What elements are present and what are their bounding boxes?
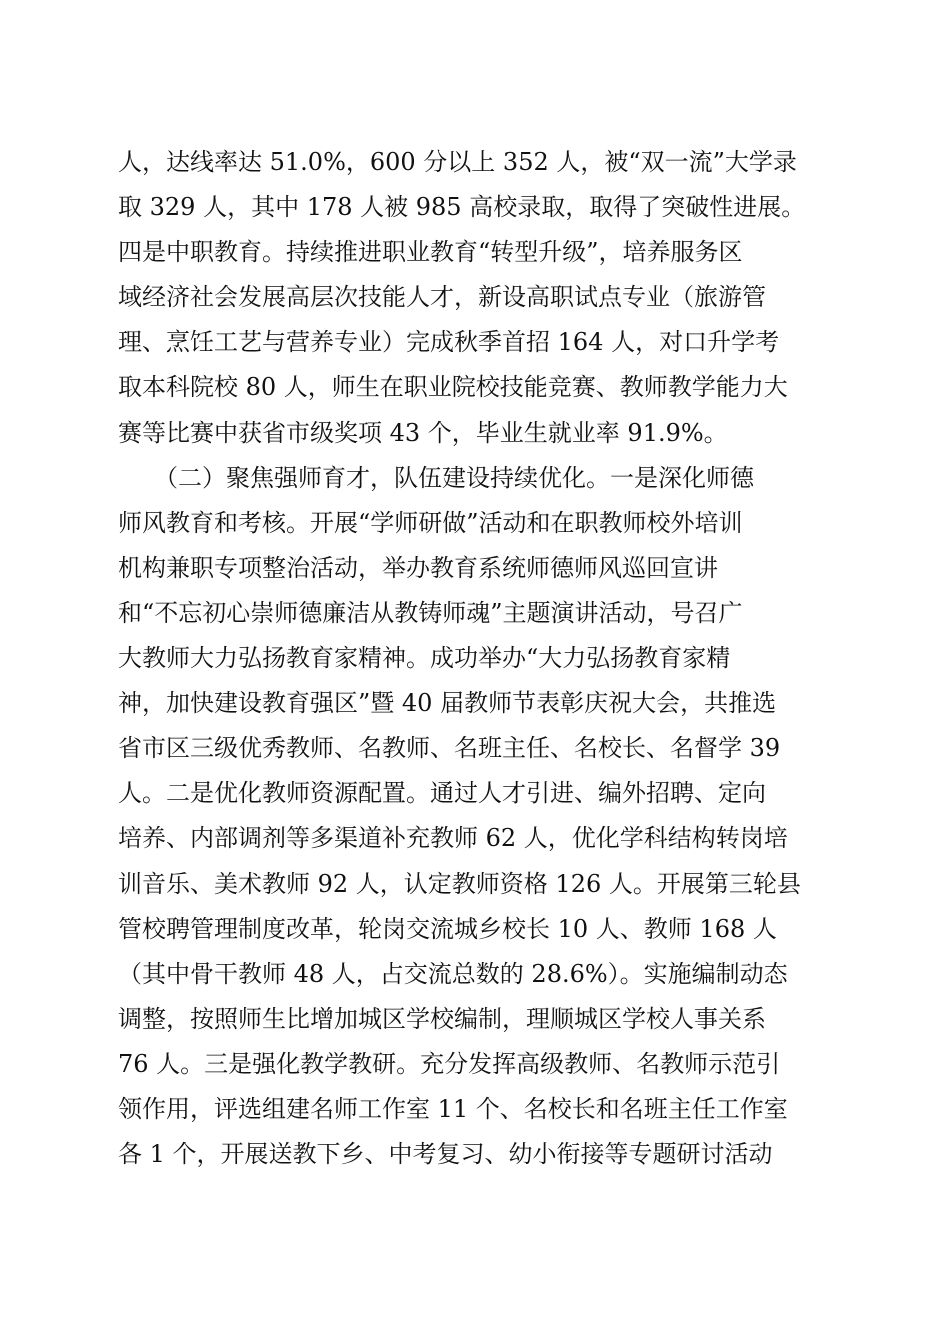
text-line: 师风教育和考核。开展“学师研做”活动和在职教师校外培训 — [118, 508, 743, 537]
text-line: 管校聘管理制度改革，轮岗交流城乡校长 10 人、教师 168 人 — [118, 914, 777, 943]
text-line: 训音乐、美术教师 92 人，认定教师资格 126 人。开展第三轮县 — [118, 869, 801, 898]
text-line: 取 329 人，其中 178 人被 985 高校录取，取得了突破性进展。 — [118, 193, 806, 222]
text-line: 域经济社会发展高层次技能人才，新设高职试点专业（旅游管 — [118, 283, 766, 312]
body-text — [118, 140, 838, 1177]
text-line: 神，加快建设教育强区”暨 40 届教师节表彰庆祝大会，共推选 — [118, 689, 777, 718]
text-line: 机构兼职专项整治活动，举办教育系统师德师风巡回宣讲 — [118, 553, 718, 582]
text-line: 四是中职教育。持续推进职业教育“转型升级”，培养服务区 — [118, 238, 743, 267]
text-line: 理、烹饪工艺与营养专业）完成秋季首招 164 人，对口升学考 — [118, 328, 780, 357]
text-line: 省市区三级优秀教师、名教师、名班主任、名校长、名督学 39 — [118, 734, 781, 763]
text-line: 76 人。三是强化教学教研。充分发挥高级教师、名教师示范引 — [118, 1049, 781, 1078]
text-line: 各 1 个，开展送教下乡、中考复习、幼小衔接等专题研讨活动 — [118, 1140, 773, 1169]
text-line: 培养、内部调剂等多渠道补充教师 62 人，优化学科结构转岗培 — [118, 824, 788, 853]
section-heading-line: （二）聚焦强师育才，队伍建设持续优化。一是深化师德 — [118, 463, 754, 492]
text-line: 调整，按照师生比增加城区学校编制，理顺城区学校人事关系 — [118, 1004, 766, 1033]
text-line: 人，达线率达 51.0%，600 分以上 352 人，被“双一流”大学录 — [118, 148, 797, 176]
text-line: 和“不忘初心崇师德廉洁从教铸师魂”主题演讲活动，号召广 — [118, 598, 743, 627]
text-line: 取本科院校 80 人，师生在职业院校技能竞赛、教师教学能力大 — [118, 373, 788, 402]
text-line: 大教师大力弘扬教育家精神。成功举办“大力弘扬教育家精 — [118, 644, 731, 673]
text-line: （其中骨干教师 48 人，占交流总数的 28.6%）。实施编制动态 — [118, 959, 788, 988]
text-line: 赛等比赛中获省市级奖项 43 个，毕业生就业率 91.9%。 — [118, 418, 728, 447]
text-line: 领作用，评选组建名师工作室 11 个、名校长和名班主任工作室 — [118, 1094, 788, 1123]
text-line: 人。二是优化教师资源配置。通过人才引进、编外招聘、定向 — [118, 779, 766, 808]
